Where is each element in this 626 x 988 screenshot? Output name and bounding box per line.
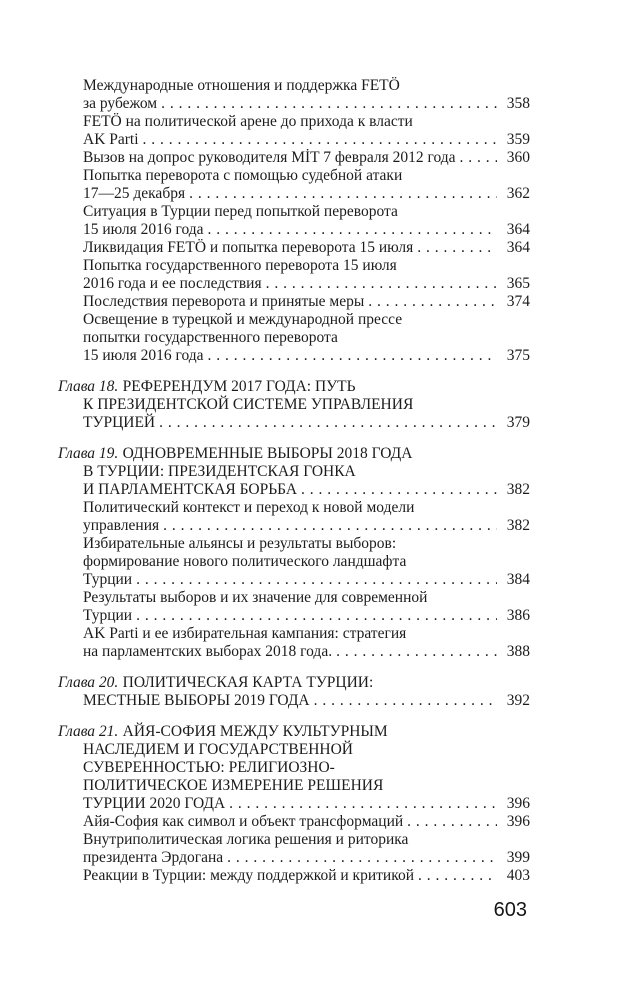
toc-line (83, 625, 530, 643)
chapter-label: Глава 19. (58, 445, 119, 462)
toc-line (83, 535, 530, 553)
toc-line-text: ТУРЦИЕЙ (83, 414, 156, 431)
toc-line-text: AK Parti и ее избирательная кампания: стратегия (83, 625, 407, 642)
toc-line (83, 203, 530, 221)
toc-section-entry (83, 831, 530, 867)
toc-section-entry (83, 867, 530, 885)
dot-leader (407, 813, 497, 831)
toc-line (83, 849, 530, 867)
dot-leader (208, 347, 497, 365)
toc-line (83, 113, 530, 131)
dot-leader (161, 95, 497, 113)
toc-line (83, 329, 530, 347)
page-ref: 382 (506, 481, 530, 498)
toc-chapter-entry (58, 445, 530, 499)
dot-leader (136, 571, 497, 589)
dot-leader (143, 131, 497, 149)
toc-line (83, 414, 530, 432)
dot-leader (418, 867, 497, 885)
page-ref: 375 (506, 347, 530, 364)
page-ref: 403 (506, 867, 530, 884)
toc-line (83, 813, 530, 831)
toc-line-text: Политический контекст и переход к новой модели (83, 499, 415, 516)
page-ref: 396 (506, 795, 530, 812)
chapter-label: Глава 21. (58, 723, 119, 740)
chapter-label: Глава 20. (58, 674, 119, 691)
toc-line (58, 378, 530, 396)
toc-section-entry (83, 203, 530, 239)
toc-line (83, 589, 530, 607)
toc-line (83, 311, 530, 329)
toc-section-entry (83, 149, 530, 167)
toc-section-entry (83, 813, 530, 831)
page-ref: 358 (506, 95, 530, 112)
toc-line-text: за рубежом (83, 95, 158, 112)
toc-line (83, 347, 530, 365)
page-ref: 374 (506, 293, 530, 310)
toc-line (83, 221, 530, 239)
toc-line-text: АЙЯ-СОФИЯ МЕЖДУ КУЛЬТУРНЫМ (122, 723, 388, 740)
toc-section-entry (83, 499, 530, 535)
toc-line (83, 275, 530, 293)
toc-line (83, 795, 530, 813)
toc-line (83, 741, 530, 759)
page-ref: 399 (506, 849, 530, 866)
toc-line-text: И ПАРЛАМЕНТСКАЯ БОРЬБА (83, 481, 298, 498)
toc-line (83, 95, 530, 113)
toc-line (83, 396, 530, 414)
dot-leader (163, 517, 497, 535)
toc-line-text: Международные отношения и поддержка FETÖ (83, 77, 400, 94)
toc-line-text: ПОЛИТИЧЕСКОЕ ИЗМЕРЕНИЕ РЕШЕНИЯ (83, 777, 384, 794)
toc-line (83, 759, 530, 777)
toc-line (83, 149, 530, 167)
page-ref: 379 (506, 414, 530, 431)
toc-line-text: ОДНОВРЕМЕННЫЕ ВЫБОРЫ 2018 ГОДА (122, 445, 413, 462)
toc-line-text: управления (83, 517, 160, 534)
toc-line-text: 17—25 декабря (83, 185, 186, 202)
toc-line (83, 692, 530, 710)
toc-line-text: РЕФЕРЕНДУМ 2017 ГОДА: ПУТЬ (122, 378, 356, 395)
toc-line-text: Турции (83, 607, 133, 624)
toc-line-text: Попытка государственного переворота 15 июля (83, 257, 397, 274)
toc-line (58, 445, 530, 463)
page-ref: 364 (506, 221, 530, 238)
toc-section-entry (83, 535, 530, 589)
page-ref: 365 (506, 275, 530, 292)
toc-section-entry (83, 589, 530, 625)
toc-line-text: Ситуация в Турции перед попыткой переворота (83, 203, 398, 220)
toc-chapter-entry (58, 674, 530, 710)
chapter-label: Глава 18. (58, 378, 119, 395)
toc-line (58, 723, 530, 741)
toc-line-text: СУВЕРЕННОСТЬЮ: РЕЛИГИОЗНО- (83, 759, 335, 776)
toc-line-text: Внутриполитическая логика решения и риторика (83, 831, 409, 848)
dot-leader (136, 607, 497, 625)
toc-line-text: К ПРЕЗИДЕНТСКОЙ СИСТЕМЕ УПРАВЛЕНИЯ (83, 396, 414, 413)
toc-line-text: Вызов на допрос руководителя MİT 7 февраля 2012 года (83, 149, 456, 166)
dot-leader (227, 849, 497, 867)
toc-chapter-entry (58, 378, 530, 432)
toc-line-text: Результаты выборов и их значение для современной (83, 589, 428, 606)
toc-line (83, 831, 530, 849)
toc-line (83, 77, 530, 95)
dot-leader (301, 481, 497, 499)
toc-section-entry (83, 113, 530, 149)
toc-line-text: Освещение в турецкой и международной прессе (83, 311, 403, 328)
page-ref: 364 (506, 239, 530, 256)
page-ref: 382 (506, 517, 530, 534)
toc-section-entry (83, 167, 530, 203)
dot-leader (159, 414, 497, 432)
toc-line (83, 643, 530, 661)
page-ref: 359 (506, 131, 530, 148)
toc-section-entry (83, 293, 530, 311)
toc-line-text: 15 июля 2016 года (83, 347, 204, 364)
toc-line (83, 867, 530, 885)
page-ref: 360 (506, 149, 530, 166)
dot-leader (417, 239, 497, 257)
toc-line-text: В ТУРЦИИ: ПРЕЗИДЕНТСКАЯ ГОНКА (83, 463, 356, 480)
toc-line (83, 777, 530, 795)
dot-leader (460, 149, 497, 167)
toc-line (83, 463, 530, 481)
toc-line-text: ПОЛИТИЧЕСКАЯ КАРТА ТУРЦИИ: (122, 674, 374, 691)
toc-section-entry (83, 77, 530, 113)
page-ref: 392 (506, 692, 530, 709)
dot-leader (368, 293, 497, 311)
toc-line-text: Турции (83, 571, 133, 588)
page-ref: 386 (506, 607, 530, 624)
toc-line-text: формирование нового политического ландшафта (83, 553, 407, 570)
toc-line-text: 2016 года и ее последствия (83, 275, 262, 292)
toc-line-text: Айя-София как символ и объект трансформаций (83, 813, 404, 830)
page-ref: 396 (506, 813, 530, 830)
dot-leader (189, 185, 497, 203)
toc-line-text: Реакции в Турции: между поддержкой и критикой (83, 867, 414, 884)
toc-line (83, 481, 530, 499)
toc-line-text: Избирательные альянсы и результаты выборов: (83, 535, 397, 552)
table-of-contents (58, 77, 530, 885)
page-ref: 388 (506, 643, 530, 660)
toc-line-text: 15 июля 2016 года (83, 221, 204, 238)
toc-line (83, 185, 530, 203)
page-ref: 384 (506, 571, 530, 588)
toc-line-text: НАСЛЕДИЕМ И ГОСУДАРСТВЕННОЙ (83, 741, 353, 758)
toc-line-text: Попытка переворота с помощью судебной атаки (83, 167, 403, 184)
toc-section-entry (83, 257, 530, 293)
toc-chapter-entry (58, 723, 530, 813)
toc-line (83, 607, 530, 625)
toc-line-text: Ликвидация FETÖ и попытка переворота 15 июля (83, 239, 414, 256)
toc-section-entry (83, 625, 530, 661)
toc-line (83, 239, 530, 257)
toc-line (83, 131, 530, 149)
toc-line (83, 257, 530, 275)
page-ref: 362 (506, 185, 530, 202)
dot-leader (314, 692, 497, 710)
dot-leader (208, 221, 497, 239)
toc-section-entry (83, 239, 530, 257)
toc-line (58, 674, 530, 692)
toc-line (83, 499, 530, 517)
toc-line-text: президента Эрдогана (83, 849, 224, 866)
toc-line-text: попытки государственного переворота (83, 329, 338, 346)
toc-line (83, 293, 530, 311)
toc-line (83, 571, 530, 589)
toc-line (83, 517, 530, 535)
dot-leader (266, 275, 497, 293)
toc-section-entry (83, 311, 530, 365)
toc-line (83, 553, 530, 571)
toc-line-text: FETÖ на политической арене до прихода к власти (83, 113, 413, 130)
toc-line-text: AK Parti (83, 131, 139, 148)
toc-line-text: МЕСТНЫЕ ВЫБОРЫ 2019 ГОДА (83, 692, 310, 709)
toc-line-text: Последствия переворота и принятые меры (83, 293, 365, 310)
toc-line (83, 167, 530, 185)
toc-line-text: на парламентских выборах 2018 года. (83, 643, 333, 660)
dot-leader (229, 795, 497, 813)
toc-line-text: ТУРЦИИ 2020 ГОДА (83, 795, 226, 812)
dot-leader (336, 643, 497, 661)
folio-page-number: 603 (493, 899, 527, 921)
